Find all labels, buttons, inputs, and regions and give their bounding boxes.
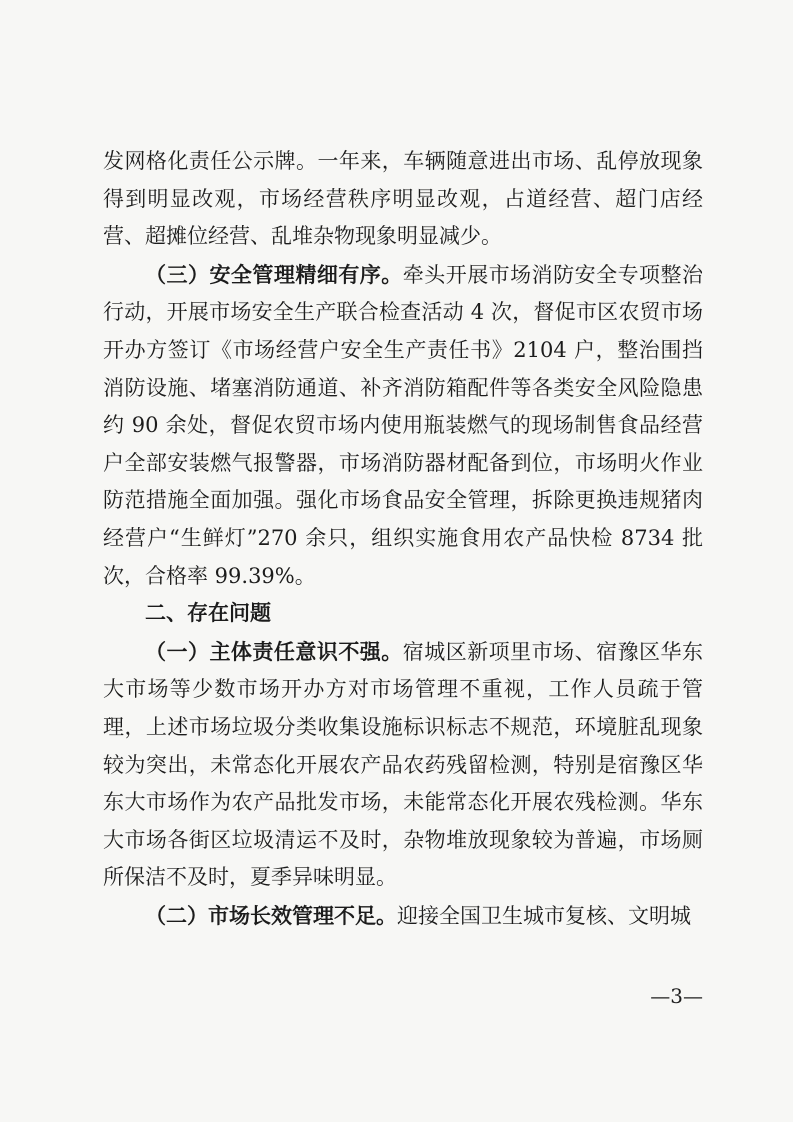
section-heading-problems: 二、存在问题 — [145, 601, 271, 626]
section-lead-1: （一）主体责任意识不强。 — [145, 638, 403, 664]
section-lead-3: （三）安全管理精细有序。 — [145, 261, 403, 287]
paragraph-body: 宿城区新项里市场、宿豫区华东大市场等少数市场开办方对市场管理不重视，工作人员疏于管理，上述市场垃圾分类收集设施标识标志不规范，环境脏乱现象较为突出，未常态化开展农产品农药残留检测，特别是宿豫区华东大市场作为农产品批发市场，未能常态化开展农残检测。华东大市场各街区垃圾清运不及时，杂物堆放现象较为普遍，市场厕所保洁不及时，夏季异味明显。 — [103, 639, 704, 890]
paragraph-safety-management — [103, 256, 703, 595]
document-body — [103, 143, 703, 935]
section-lead-2: （二）市场长效管理不足。 — [145, 902, 397, 928]
paragraph-continuation: 发网格化责任公示牌。一年来，车辆随意进出市场、乱停放现象得到明显改观，市场经营秩序明显改观，占道经营、超门店经营、超摊位经营、乱堆杂物现象明显减少。 — [103, 149, 703, 249]
paragraph-responsibility — [103, 633, 703, 897]
page-number: —3— — [650, 984, 703, 1008]
paragraph-body: 迎接全国卫生城市复核、文明城 — [397, 903, 691, 928]
paragraph-long-term-management — [103, 897, 703, 936]
paragraph-body: 牵头开展市场消防安全专项整治行动，开展市场安全生产联合检查活动 4 次，督促市区农贸市场开办方签订《市场经营户安全生产责任书》2104 户，整治围挡消防设施、堵塞消防通道、补齐消防箱配件等各类安全风险隐患约 90 余处，督促农贸市场内使用瓶装燃气的现场制售食品经营户全部安装燃气报警器，市场消防器材配备到位，市场明火作业防范措施全面加强。强化市场食品安全管理，拆除更换违规猪肉经营户“生鲜灯”270 余只，组织实施食用农产品快检 8734 批次，合格率 99.39%。 — [103, 262, 704, 588]
